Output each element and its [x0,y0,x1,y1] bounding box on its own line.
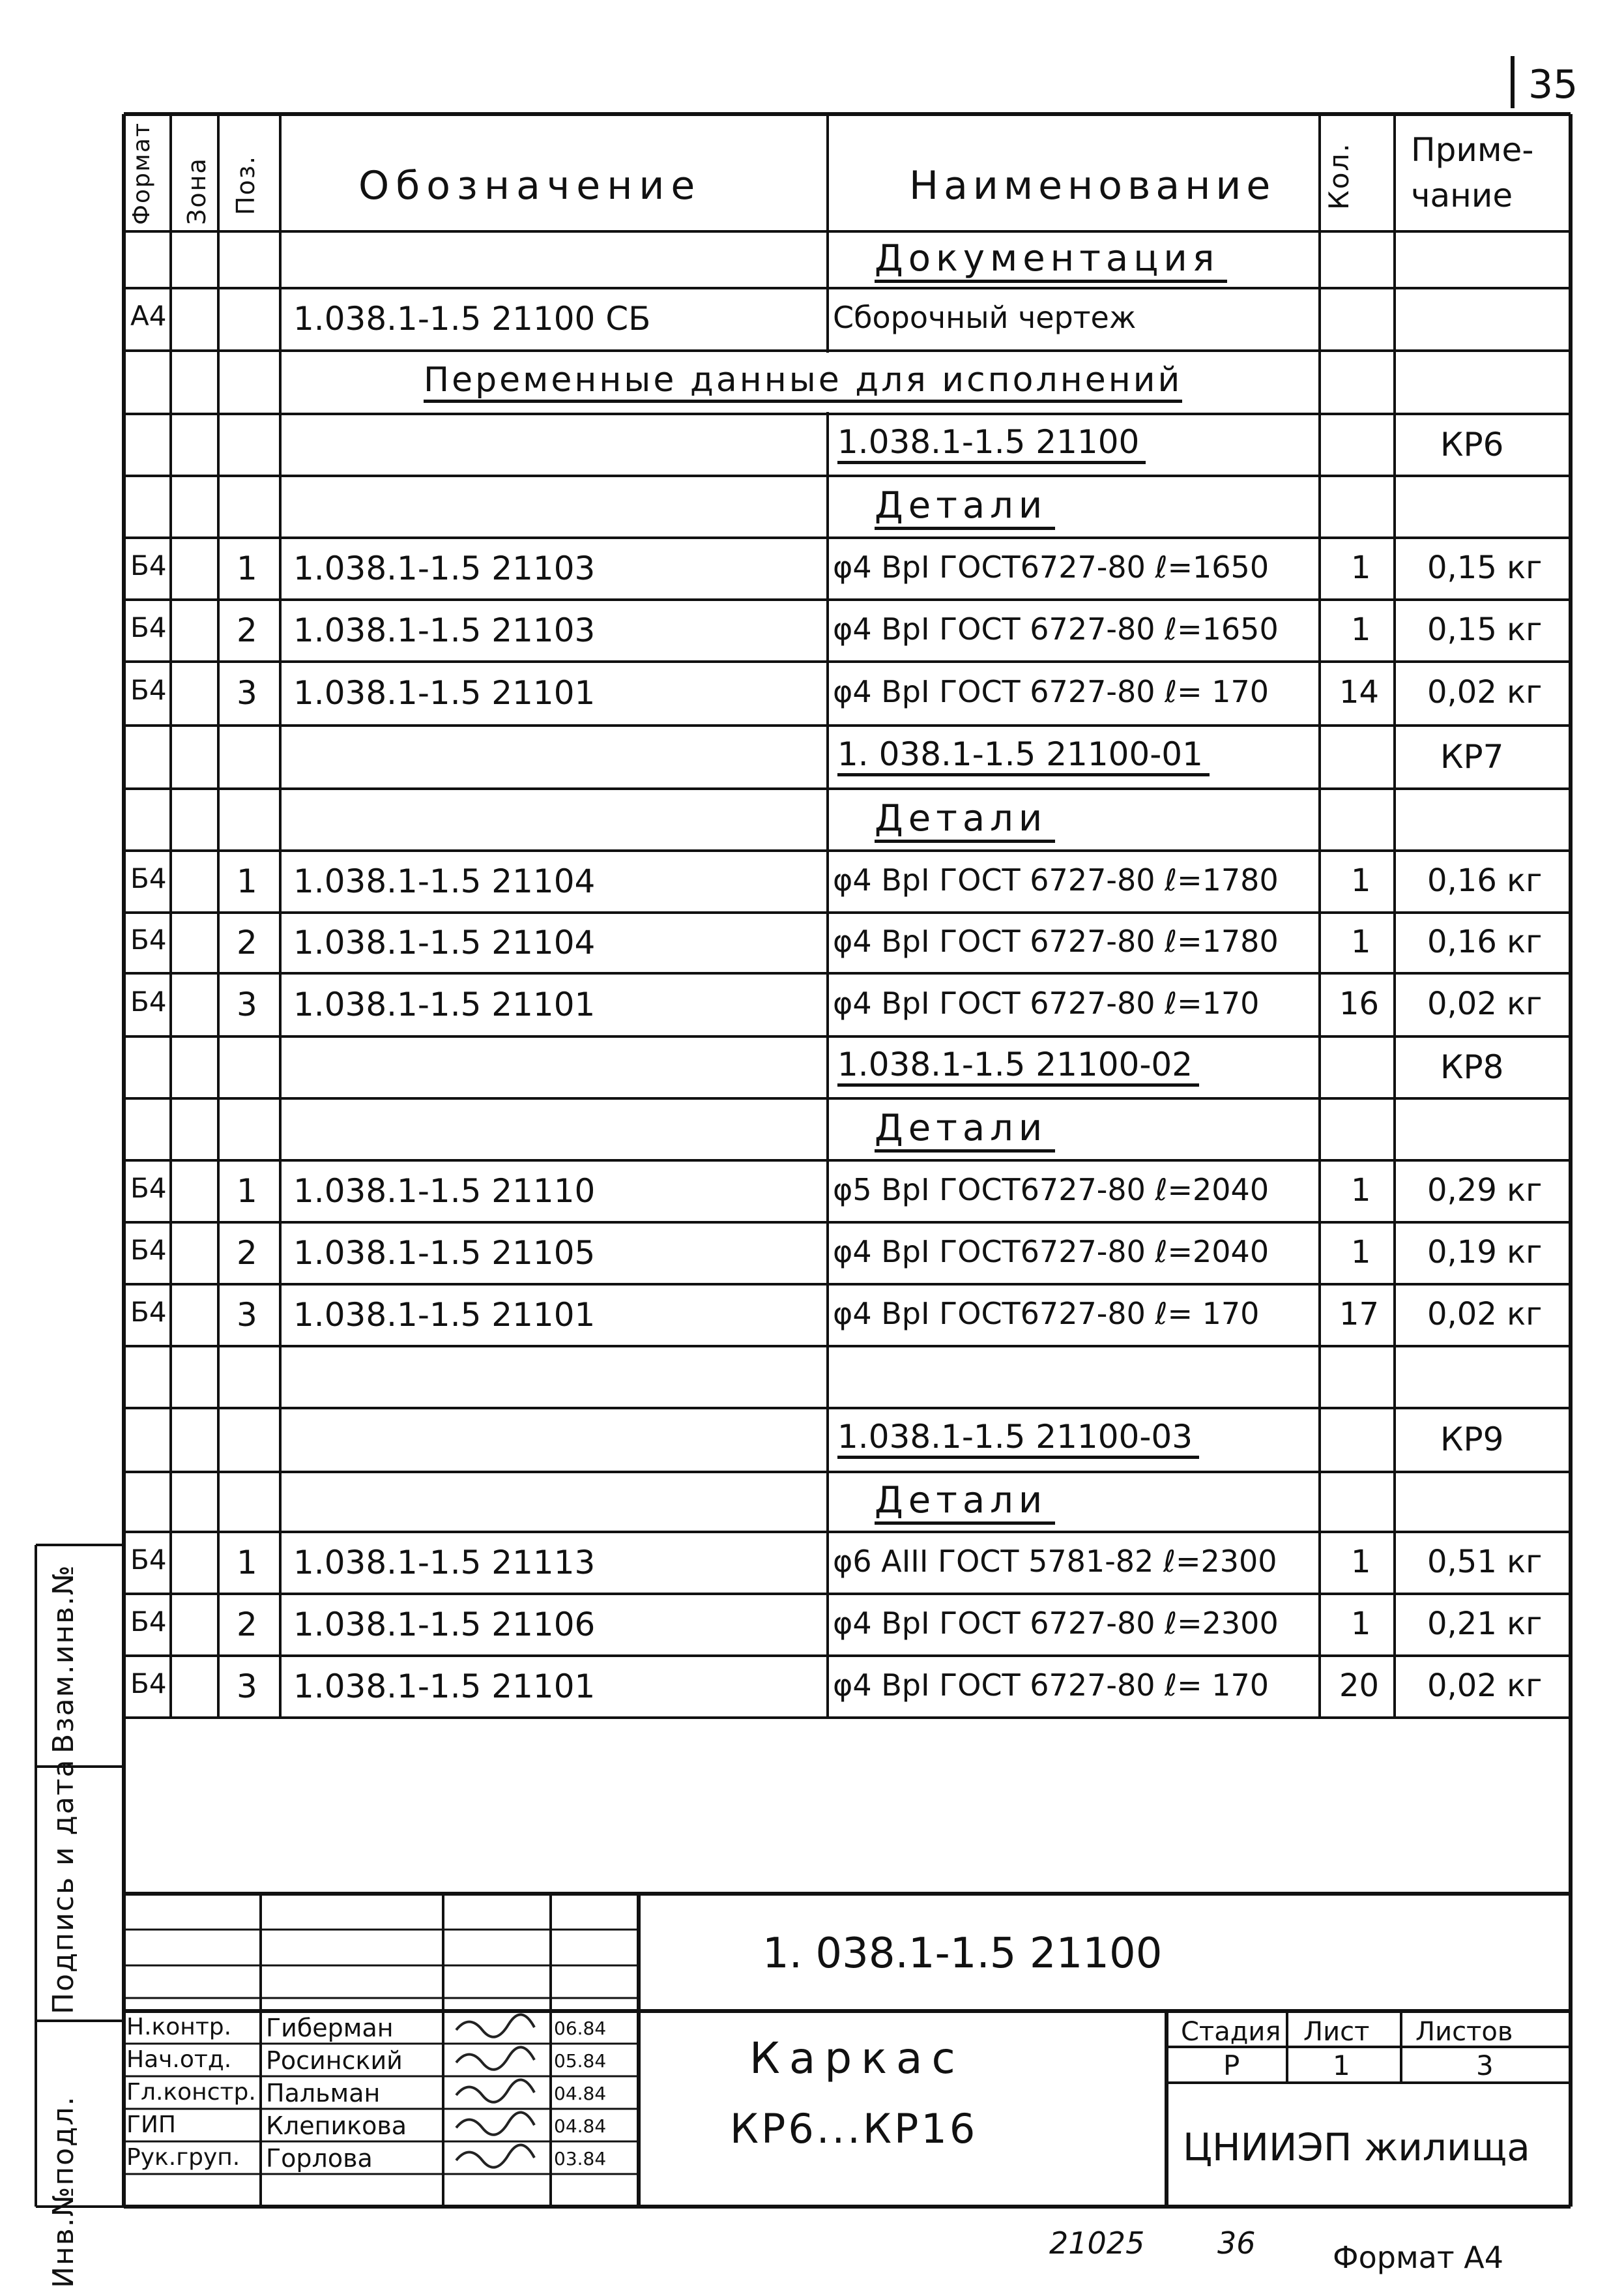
signer-name: Гиберман [266,2014,394,2042]
row-note: 0,15 кг [1427,549,1543,586]
handwritten-signature [456,2112,534,2134]
signer-role: Нач.отд. [126,2046,232,2073]
row-designation: 1.038.1-1.5 21106 [293,1605,596,1643]
organization: ЦНИИЭП жилища [1183,2125,1530,2169]
footer-num2: 36 [1217,2226,1256,2261]
row-name: φ4 ВрI ГОСТ6727-80 ℓ=1650 [833,549,1269,585]
row-format: Б4 [130,549,167,581]
row-note: 0,16 кг [1427,923,1543,960]
header-pos: Поз. [231,154,260,215]
variant-designation: 1. 038.1-1.5 21100-01 [837,738,1210,776]
row-note: 0,15 кг [1427,611,1543,648]
row-format: Б4 [130,611,167,643]
row-qty: 16 [1339,985,1380,1022]
header-note-line2: чание [1411,177,1513,214]
row-qty: 1 [1351,1171,1371,1209]
row-designation: 1.038.1-1.5 21100 СБ [293,300,651,338]
row-designation: 1.038.1-1.5 21113 [293,1543,596,1581]
section-heading: Документация [875,241,1227,283]
row-pos: 3 [237,985,257,1023]
signer-date: 06.84 [554,2018,607,2039]
row-format: Б4 [130,862,167,894]
row-designation: 1.038.1-1.5 21105 [293,1233,596,1272]
row-note: 0,21 кг [1427,1605,1543,1642]
row-designation: 1.038.1-1.5 21110 [293,1171,596,1210]
variable-data-heading: Переменные данные для исполнений [424,363,1182,403]
sheets-label: Листов [1415,2017,1513,2047]
row-note: 0,02 кг [1427,674,1543,711]
row-format: Б4 [130,923,167,956]
row-pos: 1 [237,1543,257,1581]
sheet-value: 1 [1333,2050,1350,2081]
title-line2: КР6...КР16 [730,2105,978,2152]
row-designation: 1.038.1-1.5 21101 [293,674,596,712]
handwritten-signature [456,2145,534,2167]
header-format: Формат [128,121,155,225]
signer-date: 05.84 [554,2050,607,2072]
section-heading: Детали [875,488,1055,530]
sheet-label: Лист [1303,2017,1370,2047]
row-pos: 3 [237,674,257,712]
variant-designation: 1.038.1-1.5 21100-03 [837,1420,1199,1459]
header-name: Наименование [909,163,1276,209]
header-qty: Кол. [1323,142,1355,210]
row-designation: 1.038.1-1.5 21101 [293,985,596,1023]
signer-date: 04.84 [554,2083,607,2104]
signer-name: Росинский [266,2046,403,2075]
side-label-vzam-inv: Взам.инв.№ [47,1564,80,1754]
signer-name: Горлова [266,2144,373,2173]
row-pos: 3 [237,1667,257,1705]
side-label-inv-podl: Инв.№подл. [47,2095,80,2288]
stage-value: Р [1223,2050,1240,2081]
row-note: 0,16 кг [1427,862,1543,899]
variant-designation: 1.038.1-1.5 21100-02 [837,1048,1199,1087]
row-pos: 2 [237,1233,257,1272]
row-designation: 1.038.1-1.5 21103 [293,611,596,649]
handwritten-signature [456,2014,534,2036]
row-name: φ6 АIII ГОСТ 5781-82 ℓ=2300 [833,1543,1277,1579]
variant-code: КР8 [1440,1048,1504,1086]
title-line1: Каркас [749,2033,964,2083]
header-designation: Обозначение [358,163,702,209]
row-name: φ4 ВрI ГОСТ 6727-80 ℓ=2300 [833,1605,1279,1641]
row-format: Б4 [130,1605,167,1638]
variant-code: КР7 [1440,737,1504,776]
row-note: 0,29 кг [1427,1171,1543,1209]
handwritten-signature [456,2047,534,2069]
row-qty: 1 [1351,611,1371,648]
row-note: 0,02 кг [1427,1667,1543,1704]
header-note-line1: Приме- [1411,131,1534,169]
row-format: Б4 [130,1171,167,1204]
row-name: φ4 ВрI ГОСТ6727-80 ℓ= 170 [833,1295,1260,1331]
signer-name: Пальман [266,2079,381,2108]
header-zone: Зона [182,157,211,225]
doc-code: 1. 038.1-1.5 21100 [762,1930,1163,1978]
signer-role: Гл.констр. [126,2079,256,2106]
row-designation: 1.038.1-1.5 21104 [293,923,596,962]
row-qty: 1 [1351,1233,1371,1271]
row-format: Б4 [130,1295,167,1328]
signer-date: 04.84 [554,2115,607,2137]
row-note: 0,51 кг [1427,1543,1543,1580]
row-qty: 1 [1351,549,1371,586]
signer-date: 03.84 [554,2148,607,2169]
row-pos: 1 [237,549,257,587]
row-qty: 1 [1351,862,1371,899]
section-heading: Детали [875,1110,1055,1153]
row-format: Б4 [130,985,167,1018]
section-heading: Детали [875,801,1055,843]
row-qty: 17 [1339,1295,1380,1332]
signer-name: Клепикова [266,2111,407,2140]
variant-code: КР6 [1440,425,1504,463]
sheet-number: 35 [1528,62,1578,108]
row-qty: 1 [1351,1543,1371,1580]
row-pos: 1 [237,1171,257,1210]
row-name: Сборочный чертеж [833,300,1137,335]
handwritten-signature [456,2079,534,2102]
row-format: Б4 [130,1543,167,1576]
row-qty: 1 [1351,1605,1371,1642]
row-qty: 20 [1339,1667,1380,1704]
row-name: φ4 ВрI ГОСТ 6727-80 ℓ=1780 [833,923,1279,959]
row-format: Б4 [130,1233,167,1266]
side-label-podpis-data: Подпись и дата [47,1758,80,2014]
row-format: А4 [130,300,167,332]
row-designation: 1.038.1-1.5 21101 [293,1667,596,1705]
row-note: 0,19 кг [1427,1233,1543,1271]
row-designation: 1.038.1-1.5 21101 [293,1295,596,1334]
row-name: φ4 ВрI ГОСТ 6727-80 ℓ= 170 [833,674,1269,709]
footer-num1: 21025 [1049,2226,1145,2261]
signer-role: Рук.груп. [126,2144,240,2171]
variant-code: КР9 [1440,1420,1504,1458]
stage-label: Стадия [1181,2017,1281,2047]
row-format: Б4 [130,1667,167,1699]
section-heading: Детали [875,1482,1055,1525]
row-note: 0,02 кг [1427,985,1543,1022]
sheets-value: 3 [1476,2050,1494,2081]
row-name: φ4 ВрI ГОСТ 6727-80 ℓ=1780 [833,862,1279,898]
row-format: Б4 [130,674,167,706]
row-pos: 2 [237,1605,257,1643]
variant-designation: 1.038.1-1.5 21100 [837,426,1146,464]
row-name: φ4 ВрI ГОСТ6727-80 ℓ=2040 [833,1233,1269,1269]
row-pos: 1 [237,862,257,900]
row-pos: 3 [237,1295,257,1334]
row-name: φ4 ВрI ГОСТ 6727-80 ℓ=1650 [833,611,1279,647]
footer-format: Формат А4 [1333,2240,1503,2275]
row-name: φ5 ВрI ГОСТ6727-80 ℓ=2040 [833,1171,1269,1207]
row-name: φ4 ВрI ГОСТ 6727-80 ℓ= 170 [833,1667,1269,1703]
row-qty: 14 [1339,674,1380,711]
signer-role: Н.контр. [126,2014,232,2040]
row-designation: 1.038.1-1.5 21104 [293,862,596,900]
row-note: 0,02 кг [1427,1295,1543,1332]
row-pos: 2 [237,923,257,962]
row-qty: 1 [1351,923,1371,960]
row-designation: 1.038.1-1.5 21103 [293,549,596,587]
row-pos: 2 [237,611,257,649]
signer-role: ГИП [126,2111,176,2138]
row-name: φ4 ВрI ГОСТ 6727-80 ℓ=170 [833,985,1260,1021]
